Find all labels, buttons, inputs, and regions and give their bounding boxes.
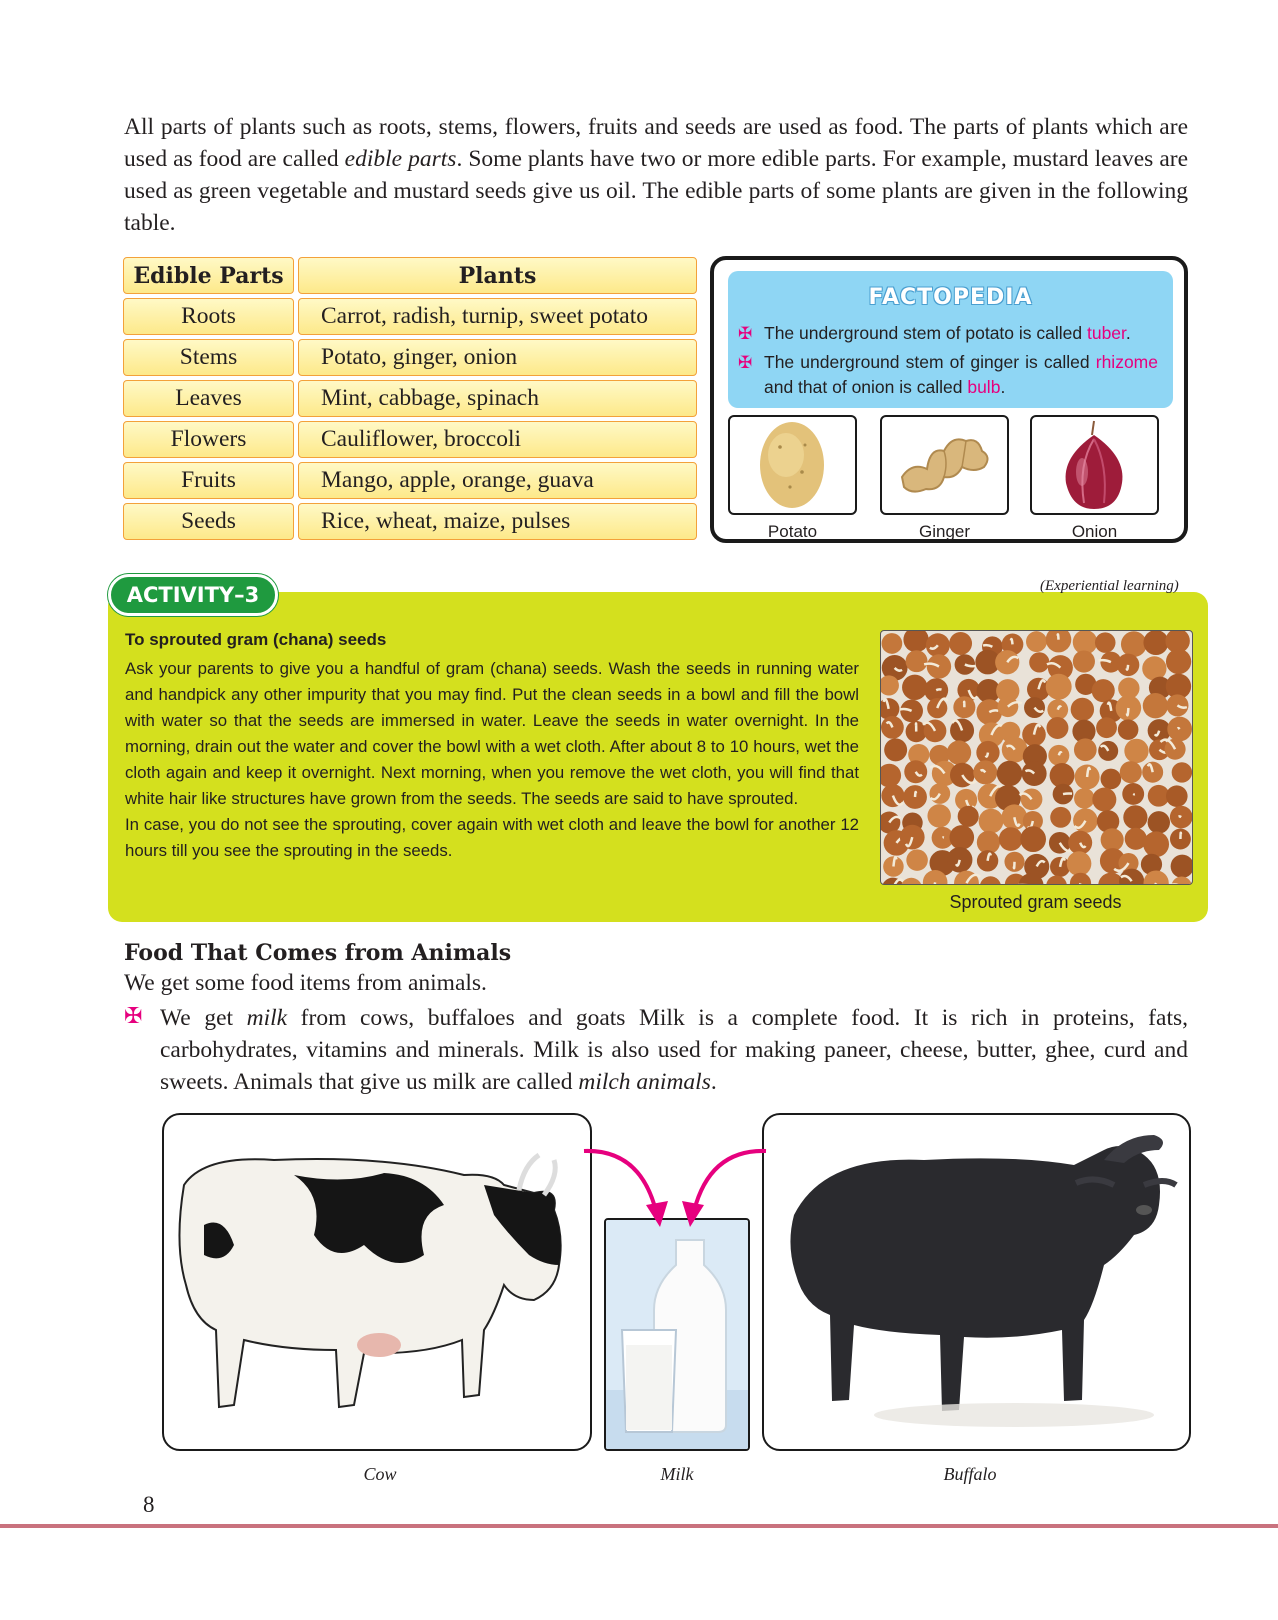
term-rhizome: rhizome	[1095, 352, 1158, 372]
maltese-cross-icon: ✠	[124, 1003, 143, 1028]
potato-image	[728, 415, 857, 515]
section-heading: Food That Comes from Animals	[124, 940, 512, 966]
table-cell: Cauliflower, broccoli	[298, 421, 697, 458]
table-cell: Mango, apple, orange, guava	[298, 462, 697, 499]
maltese-cross-icon: ✠	[738, 324, 753, 343]
table-cell: Potato, ginger, onion	[298, 339, 697, 376]
table-cell: Flowers	[123, 421, 294, 458]
table-row	[123, 503, 697, 540]
intro-paragraph: All parts of plants such as roots, stems, flowers, fruits and seeds are used as food. The parts of plants which are used as food are called edible parts. Some plants have two or more edible parts. For example, mustard leaves are used as green vegetable and mustard seeds give us oil. The edible parts of some plants are given in the following table.	[124, 114, 1189, 236]
onion-image	[1030, 415, 1159, 515]
cow-caption: Cow	[363, 1464, 397, 1484]
table-row	[123, 421, 697, 458]
milk-bullet: We get milk from cows, buffaloes and goats Milk is a complete food. It is rich in proteins, fats, carbohydrates, vitamins and minerals. Milk is also used for making paneer, cheese, butter, ghee, curd and sweets. Animals that give us milk are called milch animals.	[160, 1005, 1188, 1095]
table-header: Plants	[298, 257, 697, 294]
sprouted-gram-caption: Sprouted gram seeds	[949, 892, 1122, 912]
fact-item: ✠ The underground stem of potato is called tuber.	[738, 321, 1158, 346]
factopedia-panel	[728, 271, 1173, 408]
sprouted-gram-image	[880, 630, 1193, 885]
table-cell: Stems	[123, 339, 294, 376]
table-row	[123, 298, 697, 335]
term-bulb: bulb	[967, 377, 1001, 397]
milk-image	[604, 1218, 750, 1451]
edible-parts-table	[123, 257, 697, 544]
table-row	[123, 380, 697, 417]
table-row	[123, 339, 697, 376]
potato-caption: Potato	[767, 522, 818, 541]
table-header-row	[123, 257, 697, 294]
table-cell: Carrot, radish, turnip, sweet potato	[298, 298, 697, 335]
activity-label: ACTIVITY–3	[108, 574, 278, 616]
page-number: 8	[143, 1492, 155, 1517]
onion-caption: Onion	[1071, 522, 1118, 541]
table-cell: Mint, cabbage, spinach	[298, 380, 697, 417]
edible-parts-term: edible parts	[344, 146, 457, 172]
section-intro: We get some food items from animals.	[124, 970, 487, 996]
experiential-learning-tag: (Experiential learning)	[1040, 578, 1179, 594]
ginger-caption: Ginger	[918, 522, 971, 541]
table-cell: Rice, wheat, maize, pulses	[298, 503, 697, 540]
activity-paragraph: In case, you do not see the sprouting, cover again with wet cloth and leave the bowl for another 12 hours till you see the sprouting in the seeds.	[125, 815, 859, 860]
fact-item: ✠ The underground stem of ginger is called rhizome and that of onion is called bulb.	[738, 350, 1158, 400]
table-cell: Roots	[123, 298, 294, 335]
table-cell: Seeds	[123, 503, 294, 540]
arrow-icons	[580, 1143, 770, 1233]
activity-text	[125, 656, 859, 864]
factopedia-title: FACTOPEDIA	[868, 285, 1033, 310]
ginger-image	[880, 415, 1009, 515]
buffalo-caption: Buffalo	[943, 1464, 997, 1484]
factopedia-box	[710, 256, 1188, 543]
buffalo-image	[762, 1113, 1191, 1451]
table-cell: Leaves	[123, 380, 294, 417]
milk-caption: Milk	[660, 1464, 694, 1484]
maltese-cross-icon: ✠	[738, 353, 753, 372]
term-tuber: tuber	[1086, 323, 1126, 343]
table-cell: Fruits	[123, 462, 294, 499]
activity-paragraph: Ask your parents to give you a handful of gram (chana) seeds. Wash the seeds in running water and handpick any other impurity that you may find. Put the clean seeds in a bowl and fill the bowl with water so that the seeds are immersed in water. Leave the seeds in water overnight. In the morning, drain out the water and cover the bowl with a wet cloth. After about 8 to 10 hours, wet the cloth again and keep it overnight. Next morning, when you remove the wet cloth, you will find that white hair like structures have grown from the seeds. The seeds are said to have sprouted.	[125, 659, 859, 808]
table-row	[123, 462, 697, 499]
footer-line	[0, 1524, 1278, 1528]
activity-heading: To sprouted gram (chana) seeds	[125, 630, 387, 649]
cow-image	[162, 1113, 592, 1451]
table-header: Edible Parts	[123, 257, 294, 294]
